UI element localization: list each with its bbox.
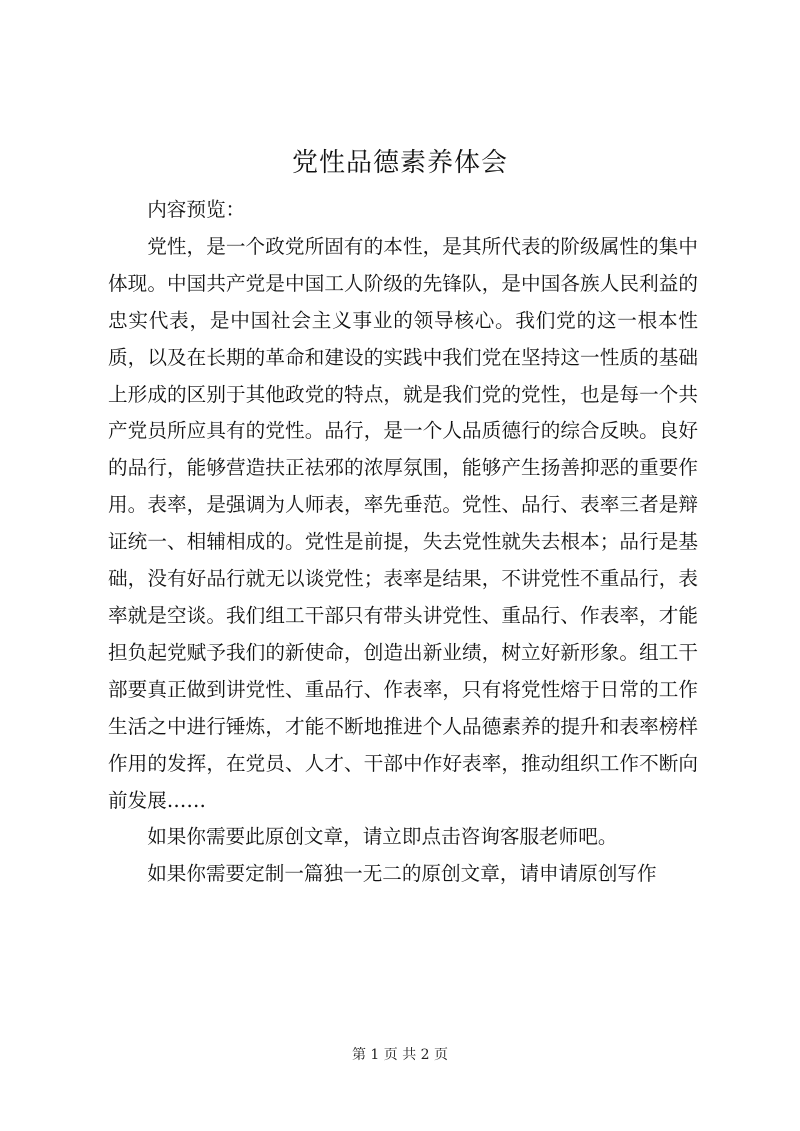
page-footer: 第 1 页 共 2 页 (351, 1047, 449, 1063)
custom-paragraph: 如果你需要定制一篇独一无二的原创文章，请申请原创写作 (147, 862, 657, 886)
document-body (108, 192, 698, 893)
preview-label: 内容预览： (147, 198, 246, 221)
document-title: 党性品德素养体会 (291, 148, 508, 178)
main-paragraph: 党性，是一个政党所固有的本性，是其所代表的阶级属性的集中体现。中国共产党是中国工人阶级的先锋队，是中国各族人民利益的忠实代表，是中国社会主义事业的领导核心。我们党的这一根本性质，以及在长期的革命和建设的实践中我们党在坚持这一性质的基础上形成的区别于其他政党的特点，就是我们党的党性，也是每一个共产党员所应具有的党性。品行，是一个人品质德行的综合反映。良好的品行，能够营造扶正祛邪的浓厚氛围，能够产生扬善抑恶的重要作用。表率，是强调为人师表，率先垂范。党性、品行、表率三者是辩证统一、相辅相成的。党性是前提，失去党性就失去根本；品行是基础，没有好品行就无以谈党性；表率是结果，不讲党性不重品行，表率就是空谈。我们组工干部只有带头讲党性、重品行、作表率，才能担负起党赋予我们的新使命，创造出新业绩，树立好新形象。组工干部要真正做到讲党性、重品行、作表率，只有将党性熔于日常的工作生活之中进行锤炼，才能不断地推进个人品德素养的提升和表率榜样作用的发挥，在党员、人才、干部中作好表率，推动组织工作不断向前发展…… (108, 234, 698, 812)
consult-paragraph: 如果你需要此原创文章，请立即点击咨询客服老师吧。 (147, 825, 618, 849)
